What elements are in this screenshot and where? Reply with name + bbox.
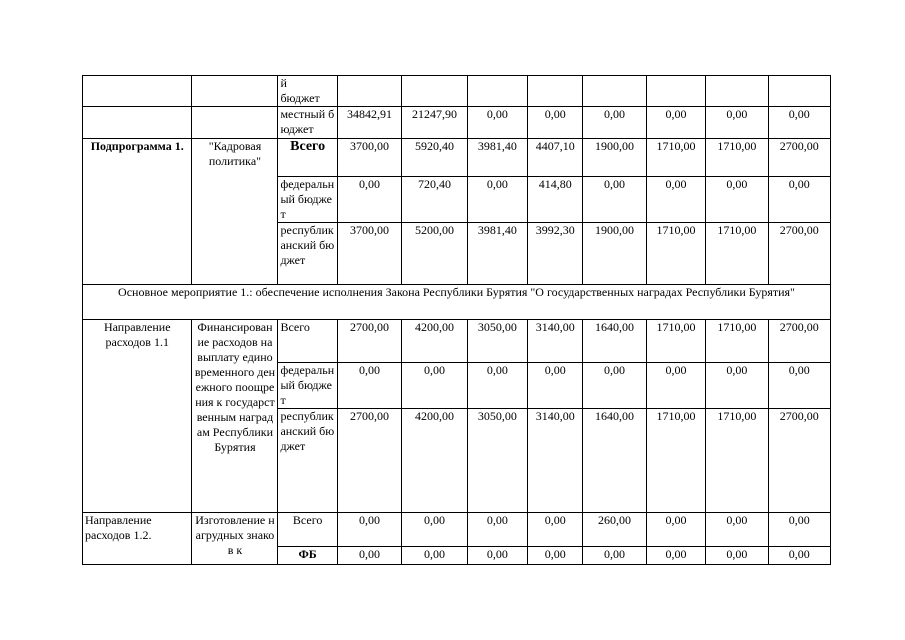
value-cell: 21247,90: [402, 107, 467, 139]
budget-type: Всего: [278, 139, 337, 177]
value-cell: 260,00: [583, 513, 646, 547]
value-cell: 0,00: [646, 363, 705, 409]
empty-cell: [583, 76, 646, 107]
budget-type: республиканский бюджет: [278, 409, 337, 513]
value-cell: 3992,30: [528, 223, 583, 285]
value-cell: 0,00: [337, 513, 401, 547]
value-cell: 0,00: [337, 363, 401, 409]
direction-name: Изготовление нагрудных знаков к: [192, 513, 278, 565]
value-cell: 2700,00: [768, 223, 830, 285]
budget-type: федеральный бюджет: [278, 363, 337, 409]
value-cell: 0,00: [646, 513, 705, 547]
empty-cell: [528, 76, 583, 107]
value-cell: 1640,00: [583, 320, 646, 363]
value-cell: 2700,00: [337, 320, 401, 363]
table-row: [83, 320, 831, 363]
value-cell: 0,00: [583, 177, 646, 223]
value-cell: 0,00: [706, 513, 768, 547]
budget-type: Всего: [278, 320, 337, 363]
value-cell: 1900,00: [583, 223, 646, 285]
value-cell: 2700,00: [337, 409, 401, 513]
table-row: [83, 139, 831, 177]
empty-cell: [337, 76, 401, 107]
value-cell: 0,00: [768, 363, 830, 409]
value-cell: 0,00: [528, 363, 583, 409]
table-row: [83, 76, 831, 107]
value-cell: 0,00: [583, 363, 646, 409]
value-cell: 0,00: [528, 513, 583, 547]
value-cell: 0,00: [768, 107, 830, 139]
value-cell: 0,00: [706, 547, 768, 565]
budget-type: федеральный бюджет: [278, 177, 337, 223]
value-cell: 0,00: [467, 547, 527, 565]
value-cell: 3050,00: [467, 409, 527, 513]
value-cell: 1640,00: [583, 409, 646, 513]
empty-cell: [83, 107, 192, 139]
value-cell: 1710,00: [706, 409, 768, 513]
empty-cell: [192, 76, 278, 107]
value-cell: 0,00: [583, 107, 646, 139]
value-cell: 0,00: [467, 177, 527, 223]
value-cell: 34842,91: [337, 107, 401, 139]
value-cell: 0,00: [768, 513, 830, 547]
value-cell: 0,00: [768, 547, 830, 565]
value-cell: 0,00: [528, 547, 583, 565]
value-cell: 4200,00: [402, 320, 467, 363]
value-cell: 1710,00: [646, 320, 705, 363]
direction-name: Финансирование расходов на выплату единовременного денежного поощрения к государственным наградам Республики Бурятия: [192, 320, 278, 513]
subprogram-label: Подпрограмма 1.: [83, 139, 192, 285]
value-cell: 0,00: [583, 547, 646, 565]
main-event-title: Основное мероприятие 1.: обеспечение исполнения Закона Республики Бурятия "О государственных наградах Республики Бурятия": [83, 285, 831, 320]
table-row: [83, 285, 831, 320]
empty-cell: [646, 76, 705, 107]
direction-label: Направление расходов 1.1: [83, 320, 192, 513]
value-cell: 720,40: [402, 177, 467, 223]
value-cell: 414,80: [528, 177, 583, 223]
value-cell: 1900,00: [583, 139, 646, 177]
value-cell: 0,00: [467, 513, 527, 547]
value-cell: 4407,10: [528, 139, 583, 177]
value-cell: 2700,00: [768, 139, 830, 177]
value-cell: 1710,00: [646, 409, 705, 513]
value-cell: 0,00: [467, 107, 527, 139]
table-row: [83, 107, 831, 139]
subprogram-name: "Кадровая политика": [192, 139, 278, 285]
value-cell: 0,00: [646, 107, 705, 139]
value-cell: 2700,00: [768, 409, 830, 513]
value-cell: 0,00: [646, 547, 705, 565]
value-cell: 0,00: [337, 177, 401, 223]
value-cell: 1710,00: [706, 320, 768, 363]
budget-type: республиканский бюджет: [278, 223, 337, 285]
value-cell: 2700,00: [768, 320, 830, 363]
value-cell: 0,00: [646, 177, 705, 223]
value-cell: 3981,40: [467, 139, 527, 177]
value-cell: 1710,00: [646, 223, 705, 285]
budget-type: местный бюджет: [278, 107, 337, 139]
empty-cell: [402, 76, 467, 107]
budget-type: Всего: [278, 513, 337, 547]
value-cell: 0,00: [402, 513, 467, 547]
value-cell: 3140,00: [528, 320, 583, 363]
value-cell: 1710,00: [706, 139, 768, 177]
value-cell: 0,00: [706, 107, 768, 139]
budget-table: [82, 75, 831, 565]
value-cell: 1710,00: [646, 139, 705, 177]
value-cell: 0,00: [768, 177, 830, 223]
value-cell: 3700,00: [337, 223, 401, 285]
value-cell: 0,00: [706, 363, 768, 409]
empty-cell: [83, 76, 192, 107]
empty-cell: [192, 107, 278, 139]
value-cell: 0,00: [706, 177, 768, 223]
value-cell: 5200,00: [402, 223, 467, 285]
budget-type: ФБ: [278, 547, 337, 565]
value-cell: 0,00: [528, 107, 583, 139]
empty-cell: [768, 76, 830, 107]
table-row: [83, 513, 831, 547]
value-cell: 3050,00: [467, 320, 527, 363]
budget-type-fragment: й бюджет: [278, 76, 337, 107]
value-cell: 5920,40: [402, 139, 467, 177]
empty-cell: [467, 76, 527, 107]
value-cell: 3981,40: [467, 223, 527, 285]
empty-cell: [706, 76, 768, 107]
value-cell: 0,00: [402, 547, 467, 565]
value-cell: 0,00: [337, 547, 401, 565]
value-cell: 0,00: [467, 363, 527, 409]
value-cell: 0,00: [402, 363, 467, 409]
value-cell: 1710,00: [706, 223, 768, 285]
direction-label: Направление расходов 1.2.: [83, 513, 192, 565]
value-cell: 4200,00: [402, 409, 467, 513]
value-cell: 3700,00: [337, 139, 401, 177]
value-cell: 3140,00: [528, 409, 583, 513]
